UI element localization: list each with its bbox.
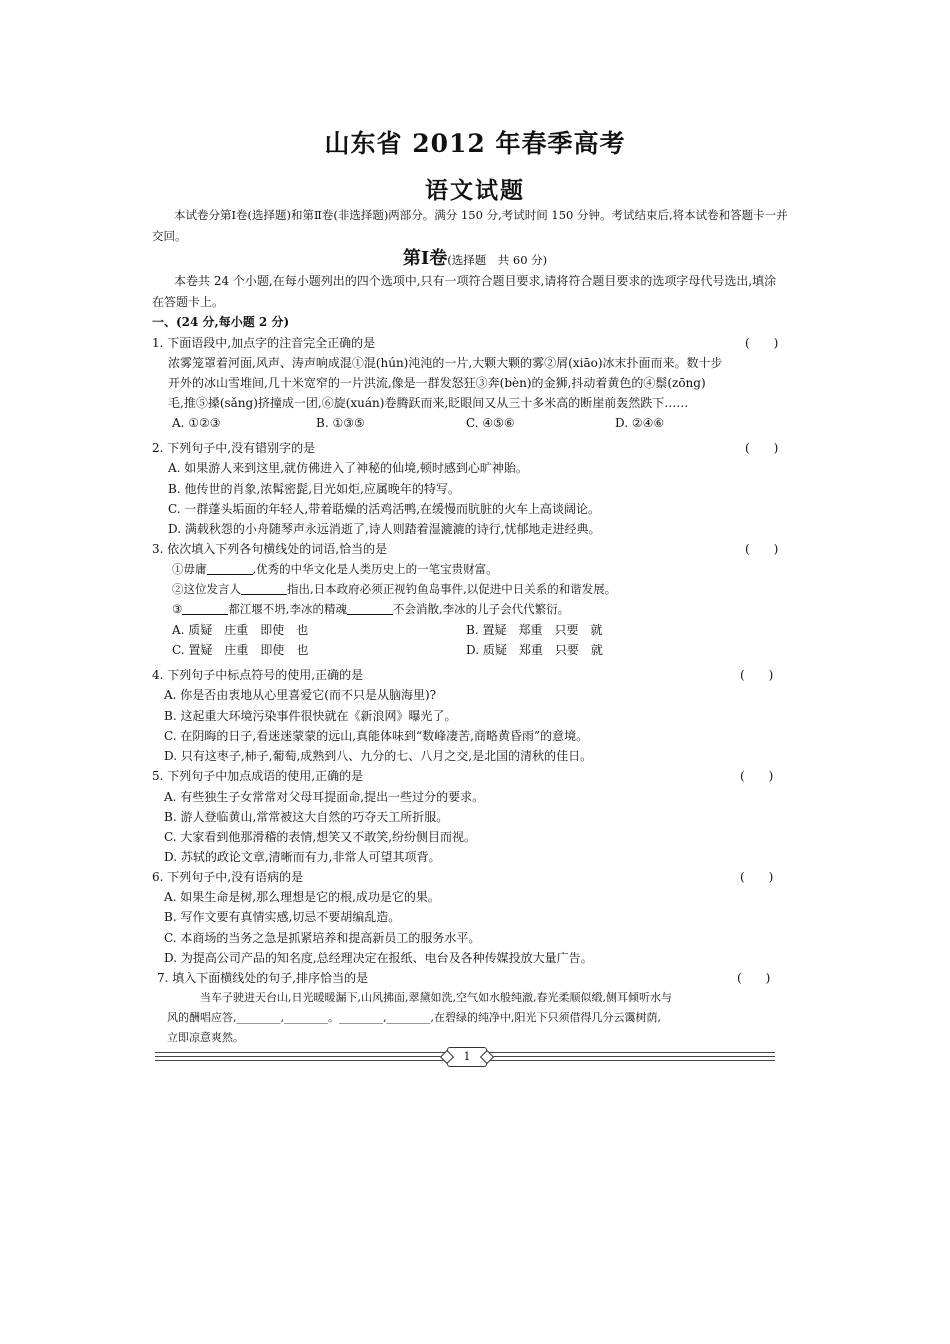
fill-blank: [347, 614, 393, 615]
question-1-passage-line: 毛,推⑤搡(sǎng)挤撞成一团,⑥旋(xuán)卷腾跃而来,眨眼间又从三十多米高的断崖前轰然跌下……: [168, 396, 689, 410]
question-4-option-a: A. 你是否由衷地从心里喜爱它(而不只是从脑海里)?: [164, 688, 437, 702]
page-number: 1: [447, 1047, 487, 1067]
question-6-stem: 6. 下列句子中,没有语病的是: [152, 870, 304, 884]
section-note: (选择题 共 60 分): [447, 253, 548, 267]
question-3-option-a: A. 质疑 庄重 即使 也: [172, 623, 309, 637]
fill-blank: [182, 614, 228, 615]
question-3-stem: 3. 依次填入下列各句横线处的词语,恰当的是: [152, 542, 388, 556]
question-5-option-b: B. 游人登临黄山,常常被这大自然的巧夺天工所折服。: [164, 810, 449, 824]
answer-bracket: ( ): [740, 668, 774, 682]
question-2-option-d: D. 满载秋怨的小舟随琴声永远消逝了,诗人则踏着湿漉漉的诗行,忧郁地走进经典。: [168, 522, 601, 536]
question-3-option-d: D. 质疑 郑重 只要 就: [466, 643, 603, 657]
section-instructions: 本卷共 24 个小题,在每小题列出的四个选项中,只有一项符合题目要求,请将符合题目要求的选项字母代号选出,填涂在答题卡上。: [152, 274, 777, 309]
fill-blank: [207, 574, 253, 575]
answer-bracket: ( ): [740, 769, 774, 783]
answer-bracket: ( ): [745, 441, 779, 455]
question-4-option-b: B. 这起重大环境污染事件很快就在《新浪网》曝光了。: [164, 709, 457, 723]
question-1-passage-line: 开外的冰山雪堆间,几十米宽窄的一片洪流,像是一群发怒狂③奔(bèn)的金狮,抖动着黄色的④鬃(zōng): [168, 376, 706, 390]
question-1-passage-line: 浓雾笼罩着河面,风声、涛声响成混①混(hún)沌沌的一片,大颗大颗的雾②屑(xiāo)冰末扑面而来。数十步: [168, 356, 723, 370]
question-3-sentence-2: ②这位发言人 指出,日本政府必须正视钓鱼岛事件,以促进中日关系的和谐发展。: [172, 582, 617, 596]
question-1-option-a: A. ①②③: [172, 416, 221, 430]
question-2-option-c: C. 一群蓬头垢面的年轻人,带着聒燥的活鸡活鸭,在缓慢而肮脏的火车上高谈阔论。: [168, 502, 601, 516]
exam-instructions: 本试卷分第Ⅰ卷(选择题)和第Ⅱ卷(非选择题)两部分。满分 150 分,考试时间 150 分钟。考试结束后,将本试卷和答题卡一并交回。: [152, 208, 788, 243]
fill-blank: [241, 594, 287, 595]
question-5-option-a: A. 有些独生子女常常对父母耳提面命,提出一些过分的要求。: [164, 790, 485, 804]
question-7-passage-line: 风的酬唱应答,________,________。________,________,在碧绿的纯净中,阳光下只须借得几分云霭树荫,: [167, 1011, 661, 1024]
question-3-option-b: B. 置疑 郑重 只要 就: [466, 623, 603, 637]
question-1-stem: 1. 下面语段中,加点字的注音完全正确的是: [152, 336, 376, 350]
exam-subtitle: 语文试题: [425, 177, 525, 204]
question-4-stem: 4. 下列句子中标点符号的使用,正确的是: [152, 668, 364, 682]
section-heading: [0, 244, 950, 270]
question-2-stem: 2. 下列句子中,没有错别字的是: [152, 441, 316, 455]
question-4-option-c: C. 在阴晦的日子,看迷迷蒙蒙的远山,真能体味到“数峰凄苦,商略黄昏雨”的意境。: [164, 729, 589, 743]
answer-bracket: ( ): [745, 336, 779, 350]
question-5-stem: 5. 下列句子中加点成语的使用,正确的是: [152, 769, 364, 783]
answer-bracket: ( ): [745, 542, 779, 556]
question-1-option-c: C. ④⑤⑥: [466, 416, 515, 430]
question-3-sentence-1: ①毋庸 ,优秀的中华文化是人类历史上的一笔宝贵财富。: [172, 562, 498, 576]
exam-title: 山东省 2012 年春季高考: [324, 129, 626, 158]
question-5-option-d: D. 苏轼的政论文章,清晰而有力,非常人可望其项背。: [164, 850, 441, 864]
question-1-option-d: D. ②④⑥: [615, 416, 665, 430]
question-5-option-c: C. 大家看到他那滑稽的表情,想笑又不敢笑,纷纷侧目而视。: [164, 830, 477, 844]
answer-bracket: ( ): [740, 870, 774, 884]
question-1-option-b: B. ①③⑤: [316, 416, 365, 430]
question-7-stem: 7. 填入下面横线处的句子,排序恰当的是: [157, 971, 369, 985]
section-title: 第Ⅰ卷: [402, 248, 448, 269]
question-3-option-c: C. 置疑 庄重 即使 也: [172, 643, 309, 657]
answer-bracket: ( ): [737, 971, 771, 985]
question-6-option-c: C. 本商场的当务之急是抓紧培养和提高新员工的服务水平。: [164, 931, 481, 945]
question-7-passage-line: 立即凉意爽然。: [167, 1031, 244, 1044]
question-2-option-b: B. 他传世的肖象,浓髯密髭,目光如炬,应属晚年的特写。: [168, 482, 460, 496]
question-4-option-d: D. 只有这枣子,柿子,葡萄,成熟到八、九分的七、八月之交,是北国的清秋的佳日。: [164, 749, 593, 763]
question-7-passage-line: 当车子驶进天台山,日光暖暖漏下,山风拂面,翠黛如洗,空气如水般纯澈,春光柔顺似缎,侧耳倾听水与: [200, 991, 672, 1004]
question-6-option-d: D. 为提高公司产品的知名度,总经理决定在报纸、电台及各种传媒投放大量广告。: [164, 951, 593, 965]
part-heading: 一、(24 分,每小题 2 分): [152, 315, 290, 329]
question-2-option-a: A. 如果游人来到这里,就仿佛进入了神秘的仙境,顿时感到心旷神貽。: [168, 461, 528, 475]
question-6-option-b: B. 写作文要有真情实感,切忌不要胡编乱造。: [164, 910, 401, 924]
question-6-option-a: A. 如果生命是树,那么理想是它的根,成功是它的果。: [164, 890, 440, 904]
question-3-sentence-3: ③ 都江堰不坍,李冰的精魂 不会消散,李冰的儿子会代代繁衍。: [172, 602, 570, 616]
